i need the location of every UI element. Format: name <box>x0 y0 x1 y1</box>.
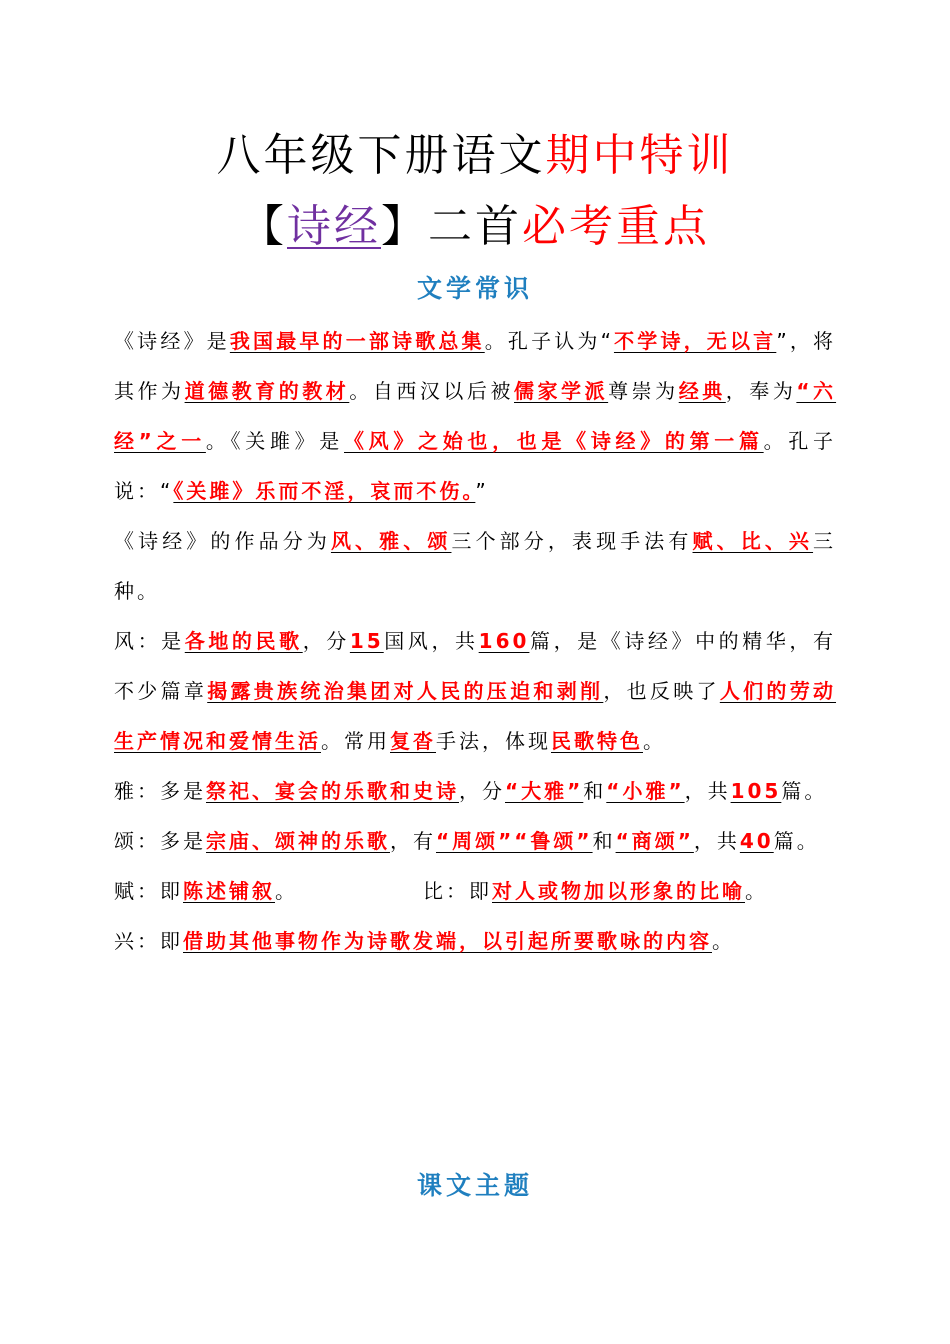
answer: 风、雅、颂 <box>330 529 452 553</box>
text: 尊崇为 <box>608 379 679 403</box>
text: 篇。 <box>773 829 820 853</box>
title-line-1 <box>0 126 950 186</box>
answer: “周颂”“鲁颂” <box>436 829 593 853</box>
answer: 15 <box>349 629 384 653</box>
answer: “六经”之一 <box>114 379 837 453</box>
text: ，分 <box>302 629 350 653</box>
answer: 人们的劳动生产情况和爱情生活 <box>114 679 837 753</box>
answer: 儒家学派 <box>514 379 609 403</box>
text: 。常用 <box>321 729 390 753</box>
text: 和 <box>592 829 616 853</box>
text: 篇。 <box>781 779 828 803</box>
text: 《诗经》的作品分为 <box>114 529 331 553</box>
text: 国风，共 <box>383 629 479 653</box>
answer: 道德教育的教材 <box>184 379 350 403</box>
content-block <box>114 316 836 966</box>
title-line-2 <box>0 196 950 258</box>
text: ，奉为 <box>725 379 797 403</box>
title-grade: 八年级下册语文 <box>216 130 546 181</box>
text: 和 <box>583 779 607 803</box>
text: 。 <box>275 879 298 903</box>
text: 三个部分，表现手法有 <box>451 529 693 553</box>
paragraph-parts <box>114 516 836 616</box>
paragraph-ya <box>114 766 836 816</box>
answer: “商颂” <box>615 829 694 853</box>
answer: 《风》之始也，也是《诗经》的第一篇 <box>344 429 764 453</box>
text: 颂：多是 <box>114 829 206 853</box>
text: ，也反映了 <box>603 679 720 703</box>
text: 《诗经》是 <box>114 329 230 353</box>
answer: 我国最早的一部诗歌总集 <box>229 329 485 353</box>
text: 。 <box>745 879 768 903</box>
answer: 借助其他事物作为诗歌发端，以引起所要歌咏的内容 <box>183 929 712 953</box>
answer: 揭露贵族统治集团对人民的压迫和剥削 <box>207 679 604 703</box>
paragraph-feng <box>114 616 836 766</box>
answer: 《关雎》乐而不淫，哀而不伤。 <box>173 479 476 503</box>
paragraph-song <box>114 816 836 866</box>
answer: 不学诗，无以言 <box>613 329 777 353</box>
answer: 160 <box>478 629 530 653</box>
text: ” <box>475 479 489 503</box>
answer: 经典 <box>678 379 726 403</box>
section-heading-theme: 课文主题 <box>416 1171 533 1200</box>
answer: 各地的民歌 <box>184 629 303 653</box>
text: 。自西汉以后被 <box>349 379 514 403</box>
paragraph-fu-bi <box>114 866 836 916</box>
text: ，有 <box>390 829 436 853</box>
answer: 民歌特色 <box>551 729 643 753</box>
answer: 宗庙、颂神的乐歌 <box>206 829 390 853</box>
title-bracket-open: 【 <box>240 201 287 252</box>
text: 。孔子认为“ <box>484 329 614 353</box>
text: 手法，体现 <box>436 729 551 753</box>
answer: 对人或物加以形象的比喻 <box>492 879 745 903</box>
answer: 105 <box>730 779 782 803</box>
title-key-points: 必考重点 <box>522 201 710 252</box>
title-book-link[interactable]: 诗经 <box>287 201 381 252</box>
text: 。 <box>712 929 735 953</box>
text: ，分 <box>459 779 505 803</box>
answer: 复沓 <box>390 729 436 753</box>
paragraph-xing <box>114 916 836 966</box>
answer: 40 <box>739 829 774 853</box>
paragraph-intro <box>114 316 836 516</box>
text: 三种。 <box>114 529 837 603</box>
text: 篇，是《诗经》中的精华，有不少篇章 <box>114 629 837 703</box>
text: ，共 <box>684 779 731 803</box>
text: 。孔子说：“ <box>114 429 837 503</box>
text: ”，将其作为 <box>114 329 837 403</box>
answer: 祭祀、宴会的乐歌和史诗 <box>206 779 459 803</box>
text: ，共 <box>693 829 740 853</box>
text: 比：即 <box>423 879 492 903</box>
text: 风：是 <box>114 629 185 653</box>
text: 。《关雎》是 <box>205 429 344 453</box>
section-heading-literature: 文学常识 <box>416 274 533 303</box>
text: 雅：多是 <box>114 779 206 803</box>
answer: 赋、比、兴 <box>692 529 814 553</box>
answer: 陈述铺叙 <box>183 879 275 903</box>
title-poems: 】二首 <box>381 201 522 252</box>
answer: “小雅” <box>606 779 685 803</box>
text: 。 <box>643 729 666 753</box>
answer: “大雅” <box>505 779 584 803</box>
title-highlight: 期中特训 <box>545 130 734 181</box>
text: 兴：即 <box>114 929 183 953</box>
text: 赋：即 <box>114 879 183 903</box>
